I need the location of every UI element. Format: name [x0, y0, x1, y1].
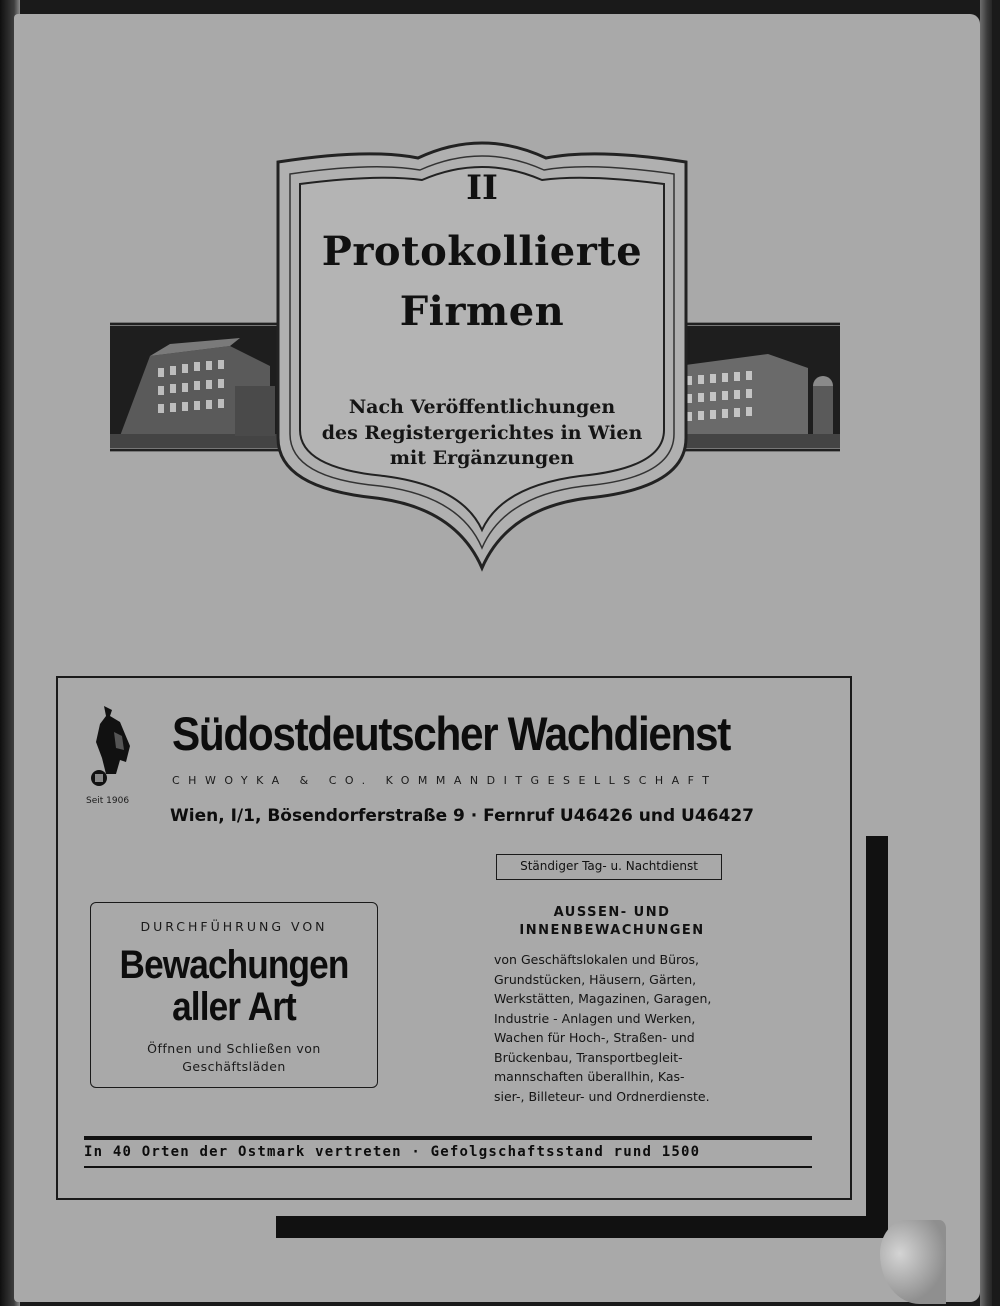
services-line: Grundstücken, Häusern, Gärten, — [494, 971, 697, 987]
service-badge: Ständiger Tag- u. Nachtdienst — [496, 854, 722, 880]
subtitle-line-1: Nach Veröffentlichungen — [348, 396, 616, 418]
services-heading — [494, 904, 730, 940]
services-heading-line-2: INNENBEWACHUNGEN — [519, 923, 705, 938]
box-note-line-1: Öffnen und Schließen von — [147, 1041, 321, 1056]
box-note-line-2: Geschäftsläden — [182, 1059, 286, 1074]
founding-year: Seit 1906 — [86, 796, 130, 806]
decorative-bar-vertical — [866, 836, 888, 1236]
company-name: Südostdeutscher Wachdienst — [172, 707, 730, 760]
services-line: Werkstätten, Magazinen, Garagen, — [494, 991, 712, 1006]
services-line: von Geschäftslokalen und Büros, — [494, 952, 699, 967]
services-line: sier-, Billeteur- und Ordnerdienste. — [494, 1088, 710, 1104]
footer-slogan: In 40 Orten der Ostmark vertreten · Gefolgschaftsstand rund 1500 — [84, 1144, 701, 1160]
box-title-line-2: aller Art — [172, 985, 296, 1029]
footer-rule-top — [84, 1136, 812, 1140]
services-heading-line-1: AUSSEN- UND — [553, 905, 671, 920]
box-title-line-1: Bewachungen — [119, 943, 349, 987]
title-cartouche — [258, 128, 706, 578]
advertisement — [56, 676, 852, 1200]
section-title-line-2: Firmen — [399, 288, 565, 335]
services-line: Wachen für Hoch-, Straßen- und — [494, 1030, 695, 1045]
company-address: Wien, I/1, Bösendorferstraße 9 · Fernruf U46426 und U46427 — [170, 806, 755, 826]
page-edge — [980, 0, 992, 1306]
company-legal-form: CHWOYKA & CO. KOMMANDITGESELLSCHAFT — [172, 774, 718, 787]
services-line: mannschaften überallhin, Kas- — [494, 1069, 685, 1084]
section-title-line-1: Protokollierte — [321, 228, 643, 275]
subtitle-line-2: des Registergerichtes in Wien — [321, 422, 643, 444]
decorative-bar-horizontal — [276, 1216, 888, 1238]
section-number: II — [466, 168, 498, 208]
footer-rule-bottom — [84, 1166, 812, 1168]
services-line: Brückenbau, Transportbegleit- — [494, 1049, 683, 1065]
subtitle-line-3: mit Ergänzungen — [389, 447, 575, 469]
services-line: Industrie - Anlagen und Werken, — [494, 1010, 696, 1026]
box-heading: DURCHFÜHRUNG VON — [140, 919, 328, 934]
left-building-illustration — [110, 322, 280, 452]
eagle-emblem-icon — [86, 702, 136, 790]
services-list — [494, 950, 734, 1106]
guarding-box — [90, 902, 378, 1088]
